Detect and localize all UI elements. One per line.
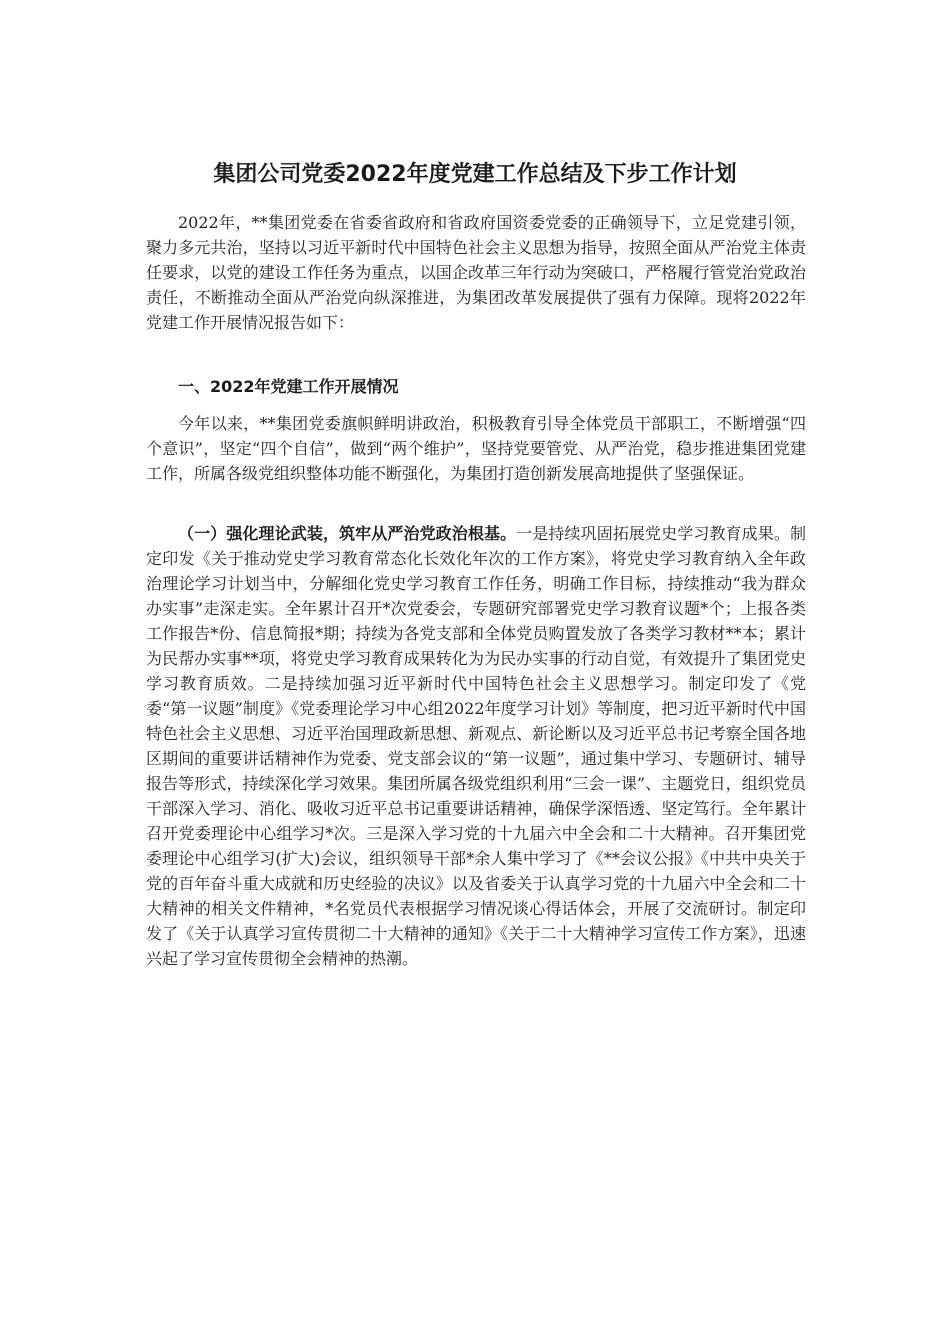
- intro-paragraph: 2022年，**集团党委在省委省政府和省政府国资委党委的正确领导下，立足党建引领，聚力多元共治，坚持以习近平新时代中国特色社会主义思想为指导，按照全面从严治党主体责任要求，以党的建设工作任务为重点，以国企改革三年行动为突破口，严格履行管党治党政治责任，不断推动全面从严治党向纵深推进，为集团改革发展提供了强有力保障。现将2022年党建工作开展情况报告如下：: [146, 213, 806, 332]
- subsection-body: 一是持续巩固拓展党史学习教育成果。制定印发《关于推动党史学习教育常态化长效化年次的工作方案》，将党史学习教育纳入全年政治理论学习计划当中，分解细化党史学习教育工作任务，明确工作目标，持续推动“我为群众办实事”走深走实。全年累计召开*次党委会，专题研究部署党史学习教育议题*个；上报各类工作报告*份、信息简报*期；持续为各党支部和全体党员购置发放了各类学习教材**本；累计为民帮办实事**项，将党史学习教育成果转化为为民办实事的行动自觉，有效提升了集团党史学习教育质效。二是持续加强习近平新时代中国特色社会主义思想学习。制定印发了《党委“第一议题”制度》《党委理论学习中心组2022年度学习计划》等制度，把习近平新时代中国特色社会主义思想、习近平治国理政新思想、新观点、新论断以及习近平总书记考察全国各地区期间的重要讲话精神作为党委、党支部会议的“第一议题”，通过集中学习、专题研讨、辅导报告等形式，持续深化学习效果。集团所属各级党组织利用“三会一课”、主题党日，组织党员干部深入学习、消化、吸收习近平总书记重要讲话精神，确保学深悟透、坚定笃行。全年累计召开党委理论中心组学习*次。三是深入学习党的十九届六中全会和二十大精神。召开集团党委理论中心组学习(扩大)会议，组织领导干部*余人集中学习了《**会议公报》《中共中央关于党的百年奋斗重大成就和历史经验的决议》以及省委关于认真学习党的十九届六中全会和二十大精神的相关文件精神，*名党员代表根据学习情况谈心得话体会，开展了交流研讨。制定印发了《关于认真学习宣传贯彻二十大精神的通知》《关于二十大精神学习宣传工作方案》，迅速兴起了学习宣传贯彻全会精神的热潮。: [146, 524, 806, 968]
- subsection-paragraph: [146, 521, 806, 971]
- section-heading: 一、2022年党建工作开展情况: [178, 377, 399, 396]
- document-title: 集团公司党委2022年度党建工作总结及下步工作计划: [213, 162, 737, 187]
- section-overview-paragraph: 今年以来，**集团党委旗帜鲜明讲政治，积极教育引导全体党员干部职工，不断增强“四个意识”，坚定“四个自信”，做到“两个维护”，坚持党要管党、从严治党，稳步推进集团党建工作，所属各级党组织整体功能不断强化，为集团打造创新发展高地提供了坚强保证。: [146, 414, 806, 483]
- subsection-heading: （一）强化理论武装，筑牢从严治党政治根基。: [178, 524, 517, 543]
